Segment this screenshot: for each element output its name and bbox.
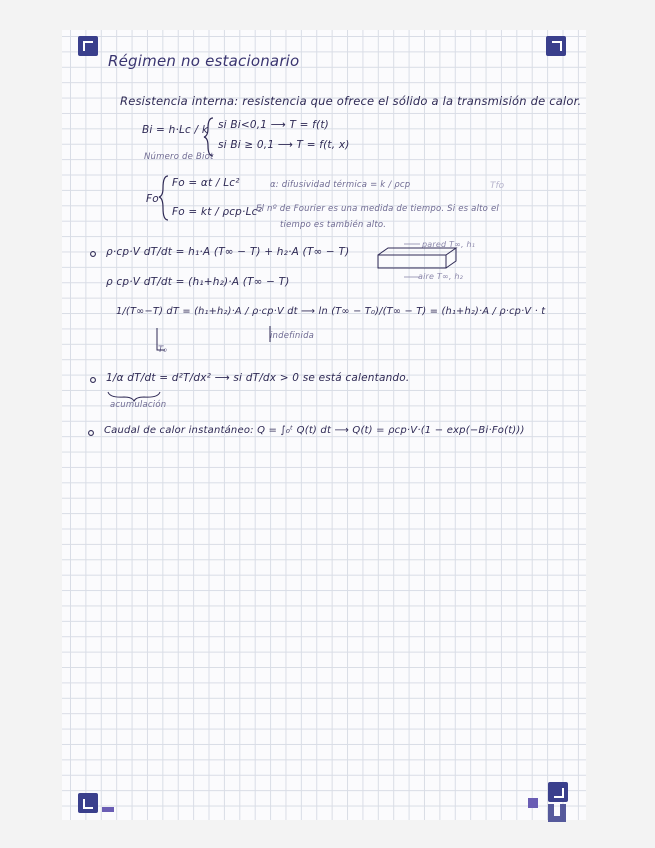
- equation-1: ρ·cp·V dT/dt = h₁·A (T∞ − T) + h₂·A (T∞ − T): [106, 246, 350, 258]
- equation-2: ρ cp·V dT/dt = (h₁+h₂)·A (T∞ − T): [106, 276, 290, 288]
- fourier-note-2: tiempo es también alto.: [280, 220, 387, 230]
- equation-4: 1/α dT/dt = d²T/dx² ⟶ si dT/dx > 0 se está calentando.: [106, 372, 410, 384]
- fo-label: Fo: [146, 193, 159, 205]
- alpha-note: α: difusividad térmica = k / ρcp: [270, 180, 411, 190]
- biot-formula: Bi = h·Lc / k: [142, 124, 209, 136]
- biot-case-2: si Bi ≥ 0,1 ⟶ T = f(t, x): [218, 139, 350, 151]
- equation-5: Caudal de calor instantáneo: Q = ∫₀ᵗ Q(t) dt ⟶ Q(t) = ρcp·V·(1 − exp(−Bi·Fo(t))): [104, 425, 525, 436]
- sketch-label-bottom: aire T∞, h₂: [418, 272, 463, 281]
- indefinida-note: indefinida: [270, 331, 315, 341]
- biot-case-1: si Bi<0,1 ⟶ T = f(t): [218, 119, 329, 131]
- t0-note: T₀: [158, 345, 167, 355]
- sketch-label-top: pared T∞, h₁: [422, 240, 476, 249]
- svg-text:Tfo: Tfo: [490, 181, 505, 191]
- fourier-note-1: El nº de Fourier es una medida de tiempo. Si es alto el: [256, 204, 499, 214]
- equation-3: 1/(T∞−T) dT = (h₁+h₂)·A / ρ·cp·V dt ⟶ ln (T∞ − T₀)/(T∞ − T) = (h₁+h₂)·A / ρ·cp·V · t: [116, 306, 546, 317]
- acumulacion-note: acumulación: [110, 400, 167, 410]
- page-title: Régimen no estacionario: [108, 52, 300, 70]
- biot-note: Número de Biot: [144, 152, 214, 162]
- fo-formula-1: Fo = αt / Lc²: [172, 177, 240, 189]
- fo-formula-2: Fo = kt / ρcp·Lc²: [172, 206, 263, 218]
- resistencia-line: Resistencia interna: resistencia que ofrece el sólido a la transmisión de calor.: [120, 94, 582, 108]
